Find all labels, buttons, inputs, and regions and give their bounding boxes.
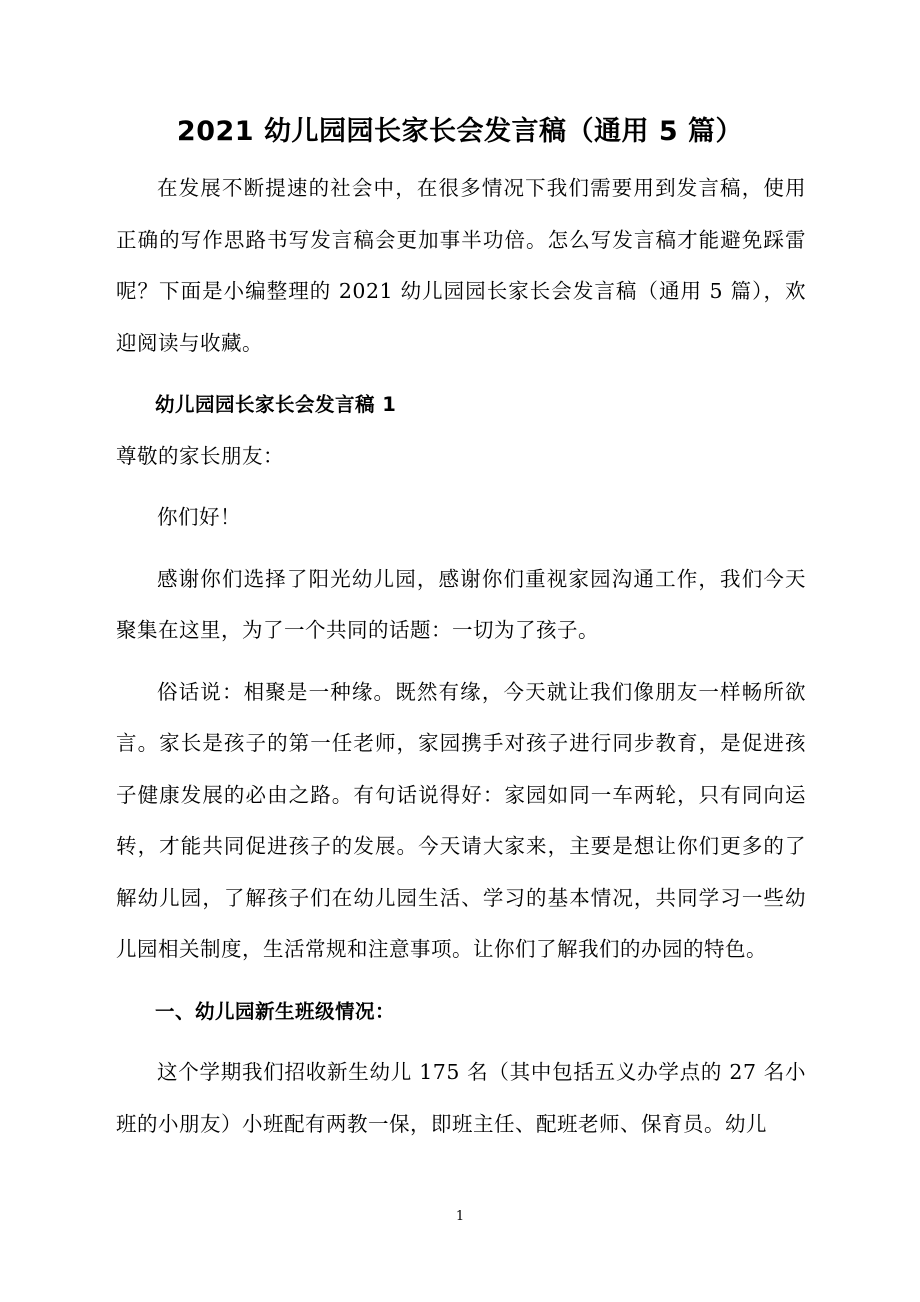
subheading: 一、幼儿园新生班级情况： [155, 999, 396, 1023]
salutation: 尊敬的家长朋友： [116, 443, 284, 468]
document-title: 2021 幼儿园园长家长会发言稿（通用 5 篇） [176, 116, 744, 147]
greeting: 你们好！ [157, 505, 241, 529]
section-title: 幼儿园园长家长会发言稿 1 [155, 393, 397, 416]
body-paragraph-last: 这个学期我们招收新生幼儿 175 名（其中包括五义办学点的 27 名小班的小朋友）小班配有两教一保，即班主任、配班老师、保育员。幼儿 [116, 1060, 806, 1136]
document-body [116, 163, 806, 1150]
page-number: 1 [455, 1209, 465, 1224]
body-paragraph: 感谢你们选择了阳光幼儿园，感谢你们重视家园沟通工作，我们今天聚集在这里，为了一个共同的话题：一切为了孩子。 [116, 566, 806, 642]
intro-paragraph: 在发展不断提速的社会中，在很多情况下我们需要用到发言稿，使用正确的写作思路书写发言稿会更加事半功倍。怎么写发言稿才能避免踩雷呢？下面是小编整理的 2021 幼儿园园长家长会发言稿（通用 5 篇），欢迎阅读与收藏。 [116, 176, 806, 355]
body-paragraph: 俗话说：相聚是一种缘。既然有缘，今天就让我们像朋友一样畅所欲言。家长是孩子的第一任老师，家园携手对孩子进行同步教育，是促进孩子健康发展的必由之路。有句话说得好：家园如同一车两轮，只有同向运转，才能共同促进孩子的发展。今天请大家来，主要是想让你们更多的了解幼儿园，了解孩子们在幼儿园生活、学习的基本情况，共同学习一些幼儿园相关制度，生活常规和注意事项。让你们了解我们的办园的特色。 [116, 679, 806, 961]
